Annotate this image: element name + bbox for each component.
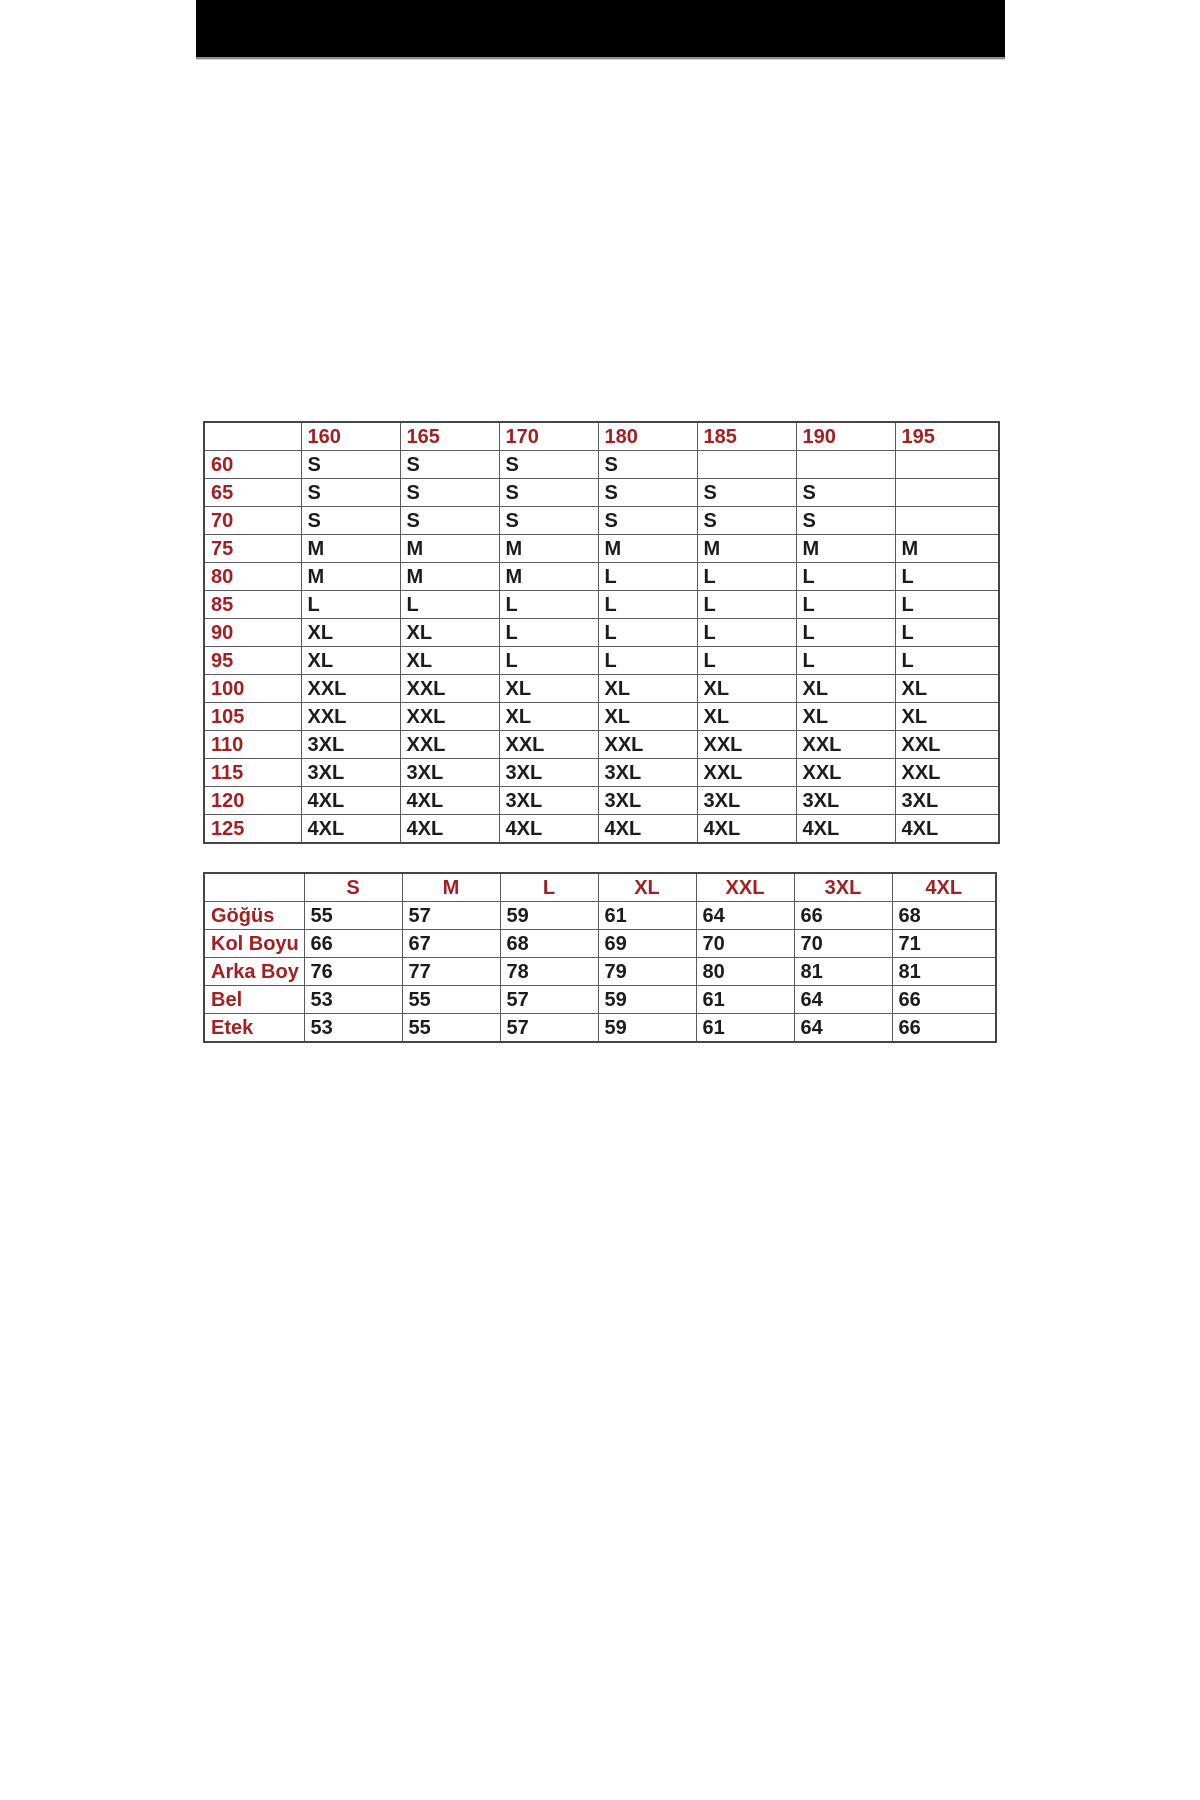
table-header-row xyxy=(204,873,996,902)
cell: 3XL xyxy=(895,787,999,815)
table-header-row xyxy=(204,422,999,451)
cell: S xyxy=(598,479,697,507)
cell: XXL xyxy=(796,759,895,787)
table-row xyxy=(204,507,999,535)
cell: XL xyxy=(895,675,999,703)
cell: L xyxy=(301,591,400,619)
cell: XXL xyxy=(400,675,499,703)
cell: 4XL xyxy=(598,815,697,844)
size-measurements-table xyxy=(203,872,997,1043)
cell: L xyxy=(796,619,895,647)
column-header: XXL xyxy=(696,873,794,902)
cell: S xyxy=(796,479,895,507)
cell: 4XL xyxy=(499,815,598,844)
row-label: 60 xyxy=(204,451,301,479)
table-row xyxy=(204,703,999,731)
corner-cell xyxy=(204,873,304,902)
cell: 68 xyxy=(500,930,598,958)
table-row xyxy=(204,787,999,815)
table-row xyxy=(204,986,996,1014)
cell: S xyxy=(400,479,499,507)
cell: S xyxy=(301,451,400,479)
column-header: M xyxy=(402,873,500,902)
cell: L xyxy=(796,563,895,591)
cell: 59 xyxy=(598,986,696,1014)
cell: S xyxy=(400,507,499,535)
row-label: 75 xyxy=(204,535,301,563)
cell: 3XL xyxy=(697,787,796,815)
cell: L xyxy=(598,647,697,675)
table-row xyxy=(204,815,999,844)
cell: 3XL xyxy=(301,759,400,787)
corner-cell xyxy=(204,422,301,451)
cell xyxy=(895,507,999,535)
table-row xyxy=(204,563,999,591)
cell: 3XL xyxy=(598,759,697,787)
cell: XXL xyxy=(301,703,400,731)
cell: L xyxy=(598,619,697,647)
column-header: XL xyxy=(598,873,696,902)
row-label: 110 xyxy=(204,731,301,759)
cell xyxy=(895,479,999,507)
cell: XXL xyxy=(796,731,895,759)
cell: 53 xyxy=(304,986,402,1014)
cell: 55 xyxy=(304,902,402,930)
cell: L xyxy=(697,563,796,591)
table-row xyxy=(204,675,999,703)
row-label: Etek xyxy=(204,1014,304,1043)
cell: 3XL xyxy=(400,759,499,787)
cell: 66 xyxy=(892,986,996,1014)
table-row xyxy=(204,619,999,647)
cell: 76 xyxy=(304,958,402,986)
cell: M xyxy=(796,535,895,563)
cell: 81 xyxy=(794,958,892,986)
cell: 55 xyxy=(402,986,500,1014)
cell: M xyxy=(400,563,499,591)
cell: L xyxy=(400,591,499,619)
cell: XXL xyxy=(499,731,598,759)
cell: M xyxy=(499,563,598,591)
column-header: S xyxy=(304,873,402,902)
cell: 78 xyxy=(500,958,598,986)
row-label: 105 xyxy=(204,703,301,731)
cell: S xyxy=(697,479,796,507)
cell: 81 xyxy=(892,958,996,986)
cell: S xyxy=(301,479,400,507)
cell: 64 xyxy=(794,986,892,1014)
cell: 4XL xyxy=(697,815,796,844)
row-label: 90 xyxy=(204,619,301,647)
cell: 4XL xyxy=(400,815,499,844)
cell: 69 xyxy=(598,930,696,958)
cell: XL xyxy=(796,675,895,703)
row-label: 80 xyxy=(204,563,301,591)
cell: 53 xyxy=(304,1014,402,1043)
cell: 3XL xyxy=(499,787,598,815)
row-label: Bel xyxy=(204,986,304,1014)
cell: S xyxy=(796,507,895,535)
cell: S xyxy=(697,507,796,535)
cell: 57 xyxy=(500,986,598,1014)
cell: 4XL xyxy=(796,815,895,844)
cell: L xyxy=(499,647,598,675)
column-header: 160 xyxy=(301,422,400,451)
row-label: Göğüs xyxy=(204,902,304,930)
cell: 57 xyxy=(402,902,500,930)
cell: XXL xyxy=(400,731,499,759)
cell: 61 xyxy=(696,1014,794,1043)
cell: S xyxy=(499,479,598,507)
cell: M xyxy=(598,535,697,563)
row-label: 115 xyxy=(204,759,301,787)
column-header: 170 xyxy=(499,422,598,451)
cell: 79 xyxy=(598,958,696,986)
row-label: 100 xyxy=(204,675,301,703)
cell: S xyxy=(499,507,598,535)
cell: M xyxy=(400,535,499,563)
cell: 77 xyxy=(402,958,500,986)
cell xyxy=(895,451,999,479)
cell: 64 xyxy=(696,902,794,930)
cell: L xyxy=(598,563,697,591)
column-header: 4XL xyxy=(892,873,996,902)
cell: 70 xyxy=(696,930,794,958)
table-row xyxy=(204,535,999,563)
cell: L xyxy=(499,619,598,647)
cell: M xyxy=(301,563,400,591)
cell: S xyxy=(598,507,697,535)
cell: XL xyxy=(895,703,999,731)
cell: 55 xyxy=(402,1014,500,1043)
cell: L xyxy=(895,619,999,647)
column-header: 165 xyxy=(400,422,499,451)
cell: 57 xyxy=(500,1014,598,1043)
column-header: 180 xyxy=(598,422,697,451)
cell: M xyxy=(499,535,598,563)
column-header: 195 xyxy=(895,422,999,451)
row-label: 125 xyxy=(204,815,301,844)
cell: 71 xyxy=(892,930,996,958)
cell: 64 xyxy=(794,1014,892,1043)
cell: XXL xyxy=(697,731,796,759)
cell: L xyxy=(796,647,895,675)
table-row xyxy=(204,902,996,930)
column-header: L xyxy=(500,873,598,902)
cell: L xyxy=(697,591,796,619)
cell xyxy=(697,451,796,479)
cell: 61 xyxy=(598,902,696,930)
cell: L xyxy=(598,591,697,619)
cell: XL xyxy=(400,619,499,647)
table-row xyxy=(204,958,996,986)
cell: 80 xyxy=(696,958,794,986)
cell: 3XL xyxy=(499,759,598,787)
cell: M xyxy=(697,535,796,563)
table-row xyxy=(204,930,996,958)
cell: XL xyxy=(400,647,499,675)
cell: XXL xyxy=(598,731,697,759)
cell: XL xyxy=(598,703,697,731)
cell: 4XL xyxy=(301,787,400,815)
cell: XXL xyxy=(400,703,499,731)
row-label: 95 xyxy=(204,647,301,675)
cell: XL xyxy=(697,703,796,731)
cell: S xyxy=(499,451,598,479)
cell: L xyxy=(895,591,999,619)
cell: 67 xyxy=(402,930,500,958)
cell: S xyxy=(301,507,400,535)
cell: 4XL xyxy=(895,815,999,844)
cell: L xyxy=(499,591,598,619)
cell: XXL xyxy=(895,759,999,787)
table-row xyxy=(204,451,999,479)
cell: 59 xyxy=(500,902,598,930)
row-label: 65 xyxy=(204,479,301,507)
cell: 66 xyxy=(892,1014,996,1043)
cell: XL xyxy=(796,703,895,731)
cell: L xyxy=(697,647,796,675)
cell: XL xyxy=(499,675,598,703)
cell: S xyxy=(400,451,499,479)
row-label: Kol Boyu xyxy=(204,930,304,958)
table-row xyxy=(204,479,999,507)
cell: XXL xyxy=(301,675,400,703)
cell: 59 xyxy=(598,1014,696,1043)
column-header: 185 xyxy=(697,422,796,451)
row-label: 120 xyxy=(204,787,301,815)
row-label: Arka Boy xyxy=(204,958,304,986)
cell: L xyxy=(895,563,999,591)
table-row xyxy=(204,647,999,675)
cell: M xyxy=(301,535,400,563)
table-row xyxy=(204,1014,996,1043)
cell: XL xyxy=(499,703,598,731)
table-row xyxy=(204,591,999,619)
redacted-header-bar xyxy=(196,0,1005,57)
cell: 3XL xyxy=(301,731,400,759)
cell: 4XL xyxy=(400,787,499,815)
cell: M xyxy=(895,535,999,563)
cell: 4XL xyxy=(301,815,400,844)
cell: XXL xyxy=(895,731,999,759)
cell: XL xyxy=(697,675,796,703)
row-label: 70 xyxy=(204,507,301,535)
column-header: 190 xyxy=(796,422,895,451)
cell: 61 xyxy=(696,986,794,1014)
cell: 66 xyxy=(304,930,402,958)
cell: L xyxy=(796,591,895,619)
cell: 70 xyxy=(794,930,892,958)
cell: L xyxy=(895,647,999,675)
cell: 68 xyxy=(892,902,996,930)
table-row xyxy=(204,731,999,759)
cell xyxy=(796,451,895,479)
cell: XXL xyxy=(697,759,796,787)
row-label: 85 xyxy=(204,591,301,619)
cell: S xyxy=(598,451,697,479)
column-header: 3XL xyxy=(794,873,892,902)
table-row xyxy=(204,759,999,787)
cell: 66 xyxy=(794,902,892,930)
cell: XL xyxy=(598,675,697,703)
cell: XL xyxy=(301,647,400,675)
height-weight-size-matrix-table xyxy=(203,421,1000,844)
cell: 3XL xyxy=(598,787,697,815)
cell: 3XL xyxy=(796,787,895,815)
cell: L xyxy=(697,619,796,647)
cell: XL xyxy=(301,619,400,647)
